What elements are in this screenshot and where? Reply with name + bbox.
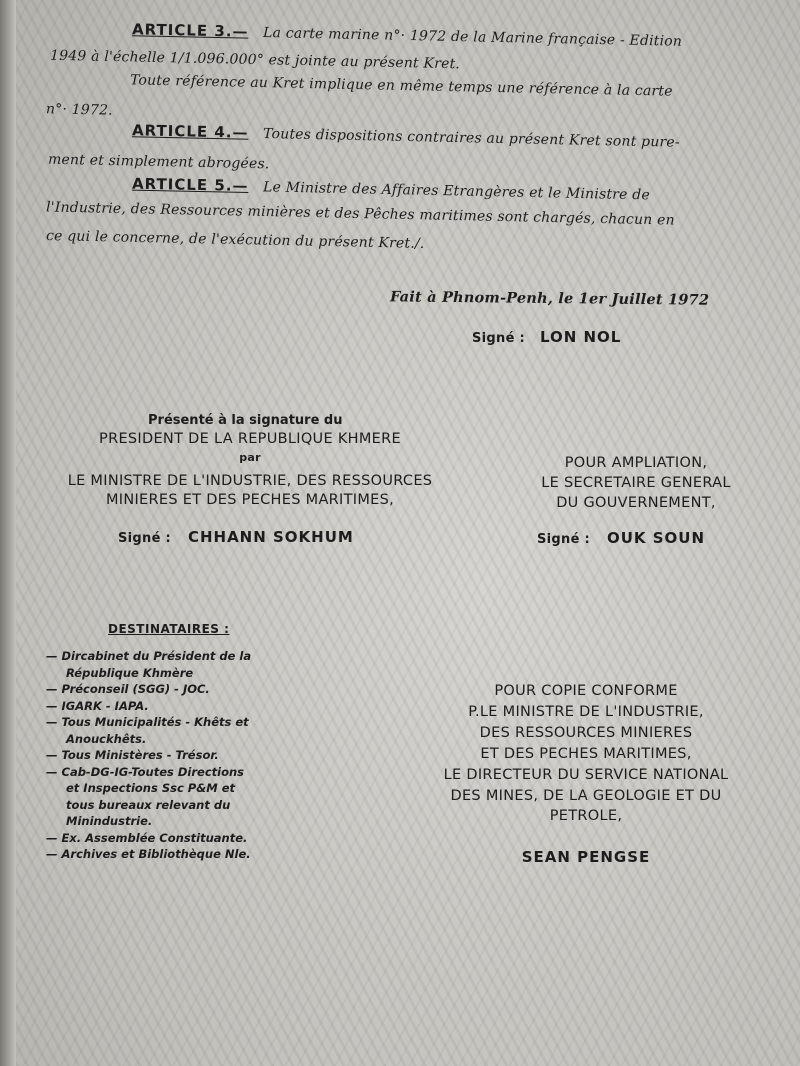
article-4-heading: ARTICLE 4.— <box>131 121 249 142</box>
copie-conforme-line-6: DES MINES, DE LA GEOLOGIE ET DU <box>450 788 722 804</box>
copie-conforme-line-3: DES RESSOURCES MINIERES <box>479 725 693 741</box>
list-item: — Dircabinet du Président de la <box>46 649 252 663</box>
minister-signature <box>118 528 354 546</box>
list-item: — Tous Municipalités - Khêts et <box>46 715 249 729</box>
copie-conforme-line-1: POUR COPIE CONFORME <box>494 683 678 699</box>
list-item: — Archives et Bibliothèque Nle. <box>46 847 251 861</box>
ampliation-line-2: LE SECRETAIRE GENERAL <box>541 475 731 491</box>
article-3-line-4: n°· 1972. <box>45 101 113 119</box>
list-item: tous bureaux relevant du <box>66 797 231 812</box>
signer-name: OUK SOUN <box>606 529 706 547</box>
list-item: — IGARK - IAPA. <box>46 698 149 713</box>
signer-name: LON NOL <box>539 328 622 346</box>
copie-conforme-line-2: P.LE MINISTRE DE L'INDUSTRIE, <box>468 704 704 720</box>
list-item: — Ex. Assemblée Constituante. <box>46 830 248 845</box>
destinataires-list <box>46 648 251 863</box>
signe-label: Signé : <box>118 531 172 546</box>
signer-name: CHHANN SOKHUM <box>187 528 354 546</box>
list-item: — Tous Ministères - Trésor. <box>46 748 219 762</box>
head-of-state-signature <box>472 328 621 346</box>
document-page <box>16 0 800 1066</box>
article-3-line-3: Toute référence au Kret implique en même temps une référence à la carte <box>129 72 673 100</box>
presented-line-1: Présenté à la signature du <box>148 413 343 428</box>
copie-conforme-line-5: LE DIRECTEUR DU SERVICE NATIONAL <box>443 767 729 783</box>
list-item: — Cab-DG-IG-Toutes Directions <box>46 764 245 779</box>
director-signer: SEAN PENGSE <box>521 848 651 866</box>
article-4-line-2: ment et simplement abrogées. <box>47 151 270 173</box>
secretary-signature <box>537 529 705 547</box>
list-item: Anouckhêts. <box>66 731 147 746</box>
article-5-line-2: l'Industrie, des Ressources minières et des Pêches maritimes sont chargés, chacun en <box>45 199 675 229</box>
signe-label: Signé : <box>472 331 526 346</box>
ampliation-line-3: DU GOUVERNEMENT, <box>556 495 716 511</box>
destinataires-heading: DESTINATAIRES : <box>108 622 230 636</box>
copie-conforme-line-7: PETROLE, <box>549 808 623 824</box>
article-5-line-3: ce qui le concerne, de l'exécution du présent Kret./. <box>45 228 425 252</box>
ampliation-line-1: POUR AMPLIATION, <box>564 455 708 471</box>
article-4-line-1: ARTICLE 4.— Toutes dispositions contraires au présent Kret sont pure- <box>131 121 680 151</box>
book-gutter <box>0 0 16 1066</box>
list-item: Minindustrie. <box>66 814 153 828</box>
list-item: et Inspections Ssc P&M et <box>66 781 235 795</box>
presented-minister-line-1: LE MINISTRE DE L'INDUSTRIE, DES RESSOURCES <box>67 473 433 489</box>
list-item: République Khmère <box>66 665 194 680</box>
presented-par: par <box>239 451 261 464</box>
list-item: — Préconseil (SGG) - JOC. <box>46 682 210 696</box>
place-date: Fait à Phnom-Penh, le 1er Juillet 1972 <box>389 288 710 309</box>
copie-conforme-line-4: ET DES PECHES MARITIMES, <box>480 746 692 762</box>
presented-minister-line-2: MINIERES ET DES PECHES MARITIMES, <box>105 492 395 508</box>
article-5-heading: ARTICLE 5.— <box>131 174 249 196</box>
article-3-line-2: 1949 à l'échelle 1/1.096.000° est jointe au présent Kret. <box>49 47 461 73</box>
article-5-line-1: ARTICLE 5.— Le Ministre des Affaires Etrangères et le Ministre de <box>131 174 651 204</box>
article-3-line-1: ARTICLE 3.— La carte marine n°· 1972 de la Marine française - Edition <box>131 20 683 50</box>
president-title: PRESIDENT DE LA REPUBLIQUE KHMERE <box>99 431 401 447</box>
article-3-heading: ARTICLE 3.— <box>131 20 249 41</box>
signe-label: Signé : <box>537 532 591 547</box>
